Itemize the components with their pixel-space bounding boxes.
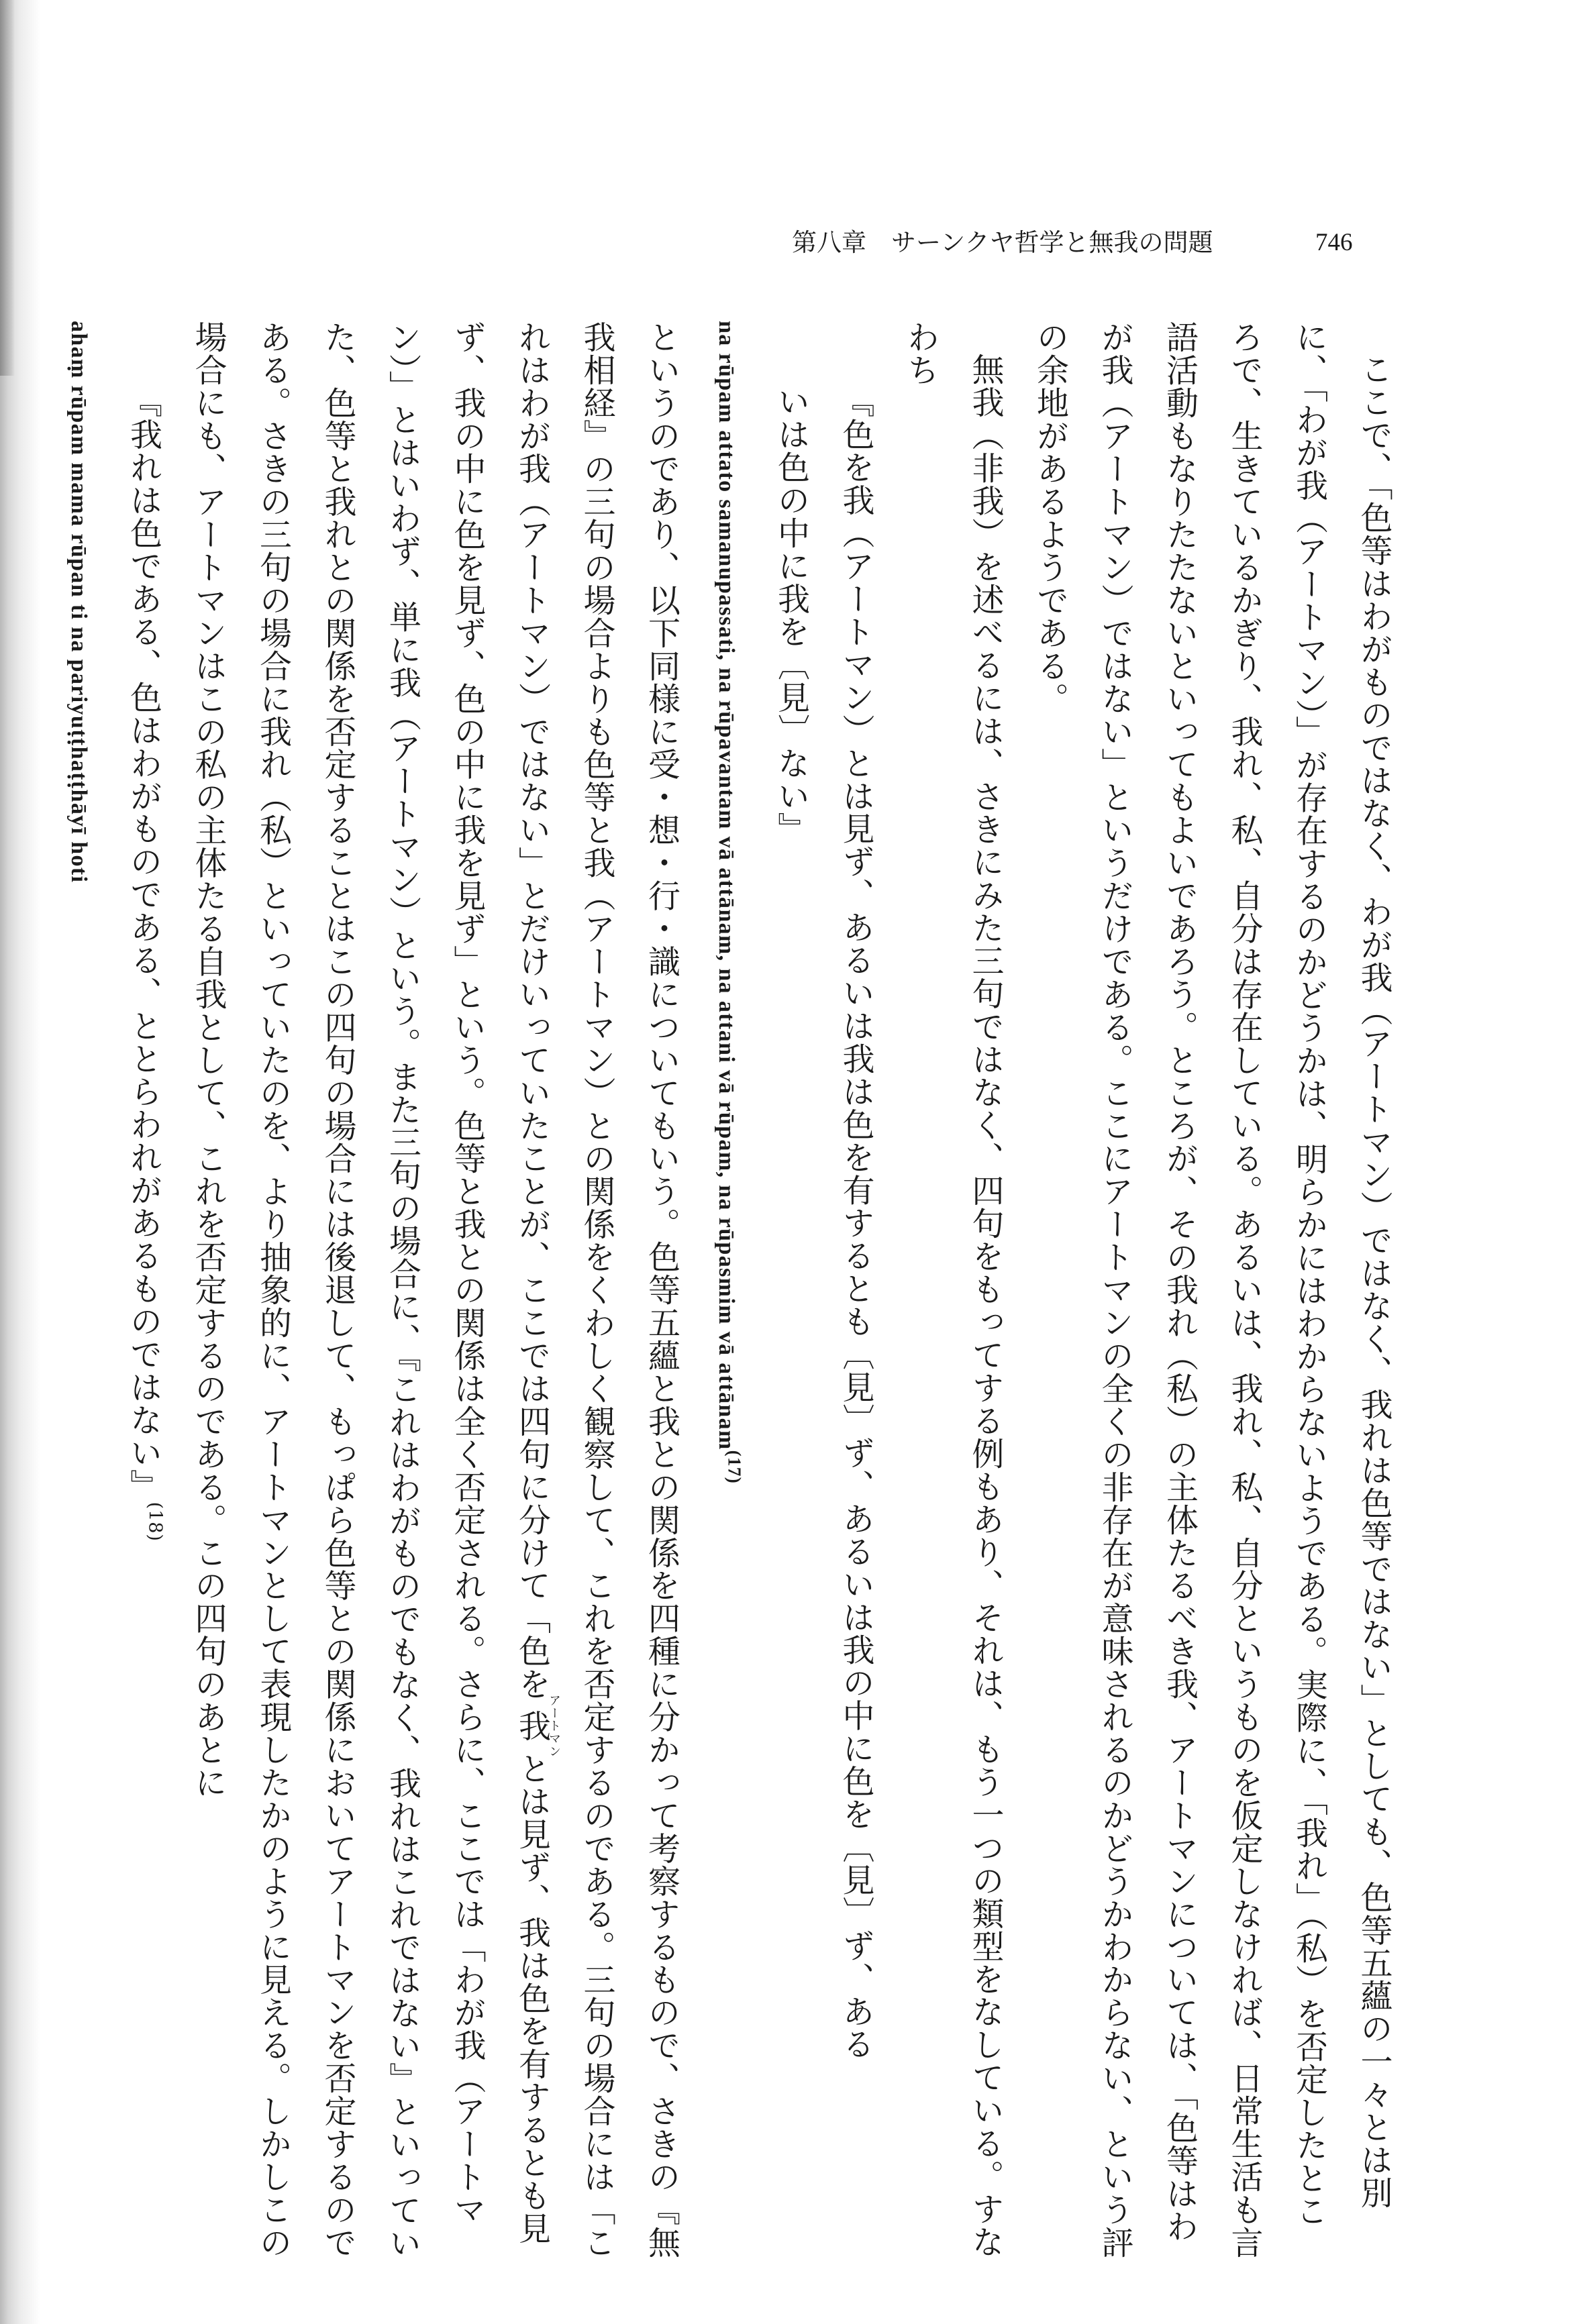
- pali-quotation-2: ahaṃ rūpam mama rūpan ti na pariyuṭṭhaṭṭhāyī hoti: [66, 321, 91, 884]
- quotation-1: [823, 321, 889, 2260]
- paragraph-3-part-2: とは見ず、我は色を有するとも見ず、我の中に色を見ず、色の中に我を見ず」という。色等と我との関係は全く否定される。さらに、ここでは「わが我（アートマン）」とはいわず、単に我（アートマン）という。また三句の場合に、『これはわがものでもなく、我れはこれではない』といっていた、色等と我れとの関係を否定することはこの四句の場合には後退して、もっぱら色等との関係においてアートマンを否定するのである。さきの三句の場合に我れ（私）といっていたのを、より抽象的に、アートマンとして表現したかのように見える。しかしこの場合にも、アートマンはこの私の主体たる自我として、これを否定するのである。この四句のあとに: [189, 321, 551, 2260]
- footnote-ref-17: (17): [724, 1450, 745, 1485]
- pali-text-1: na rūpam attato samanupassati, na rūpavantam vā attānam, na attani vā rūpam, na rūpasmim vā attānam: [714, 321, 739, 1450]
- paragraph-3: [176, 321, 694, 2260]
- paragraph-3-part-1: というのであり、以下同様に受・想・行・識についてもいう。色等五蘊と我との関係を四種に分かって考察するもので、さきの『無我相経』の三句の場合よりも色等と我（アートマン）との関係をくわしく観察して、これを否定するのである。三句の場合には「これはわが我（アートマン）ではない」とだけいっていたことが、ここでは四句に分けて「色を: [513, 321, 680, 2259]
- quotation-1-line-1: 『色を我（アートマン）とは見ず、あるいは我は色を有するとも〔見〕ず、あるいは我の中に色を〔見〕ず、ある: [837, 385, 874, 2060]
- running-header: [792, 223, 1353, 263]
- pali-quotation-1: [694, 321, 759, 2260]
- vertical-body-text: [66, 321, 1406, 2260]
- chapter-title: 第八章 サーンクヤ哲学と無我の問題: [792, 228, 1213, 257]
- paragraph-1: ここで、「色等はわがものではなく、わが我（アートマン）ではなく、我れは色等ではない」としても、色等五蘊の一々とは別に、「わが我（アートマン）」が存在するのかどうかは、明らかにはわからないようである。実際に、「我れ」（私）を否定したところで、生きているかぎり、我れ、私、自分は存在している。あるいは、我れ、私、自分というものを仮定しなければ、日常生活も言語活動もなりたたないといってもよいであろう。ところが、その我れ（私）の主体たるべき我、アートマンについては、「色等はわが我（アートマン）ではない」というだけである。ここにアートマンの全くの非存在が意味されるのかどうかわからない、という評の余地があるようである。: [1031, 321, 1393, 2259]
- ruby-atman: [513, 1694, 561, 1758]
- ruby-reading: アートマン: [547, 1694, 561, 1758]
- quotation-1-continuation: いは色の中に我を〔見〕ない』: [772, 385, 810, 845]
- scan-edge-dark-band: [0, 0, 15, 376]
- footnote-ref-18: (18): [144, 1501, 166, 1542]
- page-number: 746: [1315, 229, 1353, 256]
- quotation-2-text: 『我れは色である、色はわがものである、ととらわれがあるものではない』: [124, 385, 162, 1502]
- quotation-2: [111, 321, 176, 2260]
- ruby-base: 我: [513, 1694, 551, 1758]
- paragraph-2: 無我（非我）を述べるには、さきにみた三句ではなく、四句をもってする例もあり、それは、もう一つの類型をなしている。すなわち: [901, 321, 1004, 2258]
